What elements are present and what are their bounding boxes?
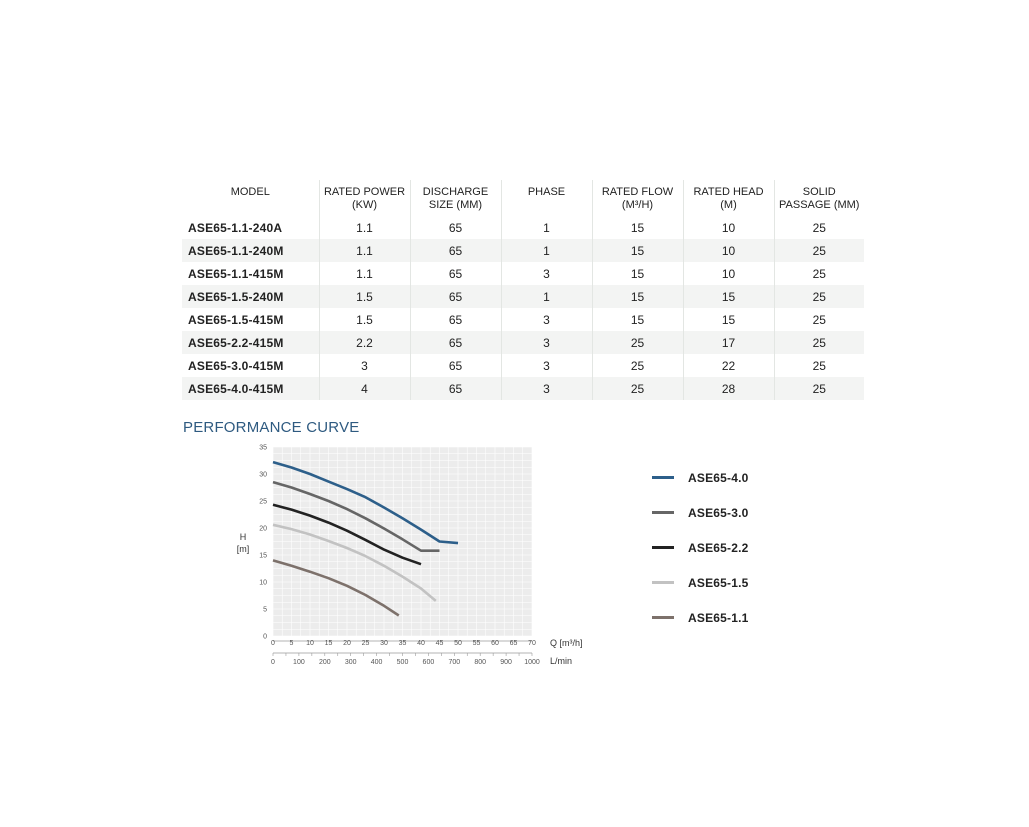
table-row bbox=[182, 216, 864, 239]
table-cell: 25 bbox=[592, 331, 683, 354]
table-cell: 65 bbox=[410, 354, 501, 377]
x2-tick-label: 0 bbox=[271, 659, 275, 666]
legend-item bbox=[652, 530, 749, 565]
table-row bbox=[182, 308, 864, 331]
y-tick-label: 10 bbox=[259, 579, 267, 587]
y-tick-label: 25 bbox=[259, 498, 267, 506]
column-header-line: RATED HEAD bbox=[693, 186, 764, 198]
table-cell: 25 bbox=[812, 220, 826, 235]
model-cell: ASE65-2.2-415M bbox=[182, 331, 319, 354]
table-row bbox=[182, 262, 864, 285]
x-tick-label: 25 bbox=[361, 640, 370, 647]
table-cell: 1.5 bbox=[319, 308, 410, 331]
x-tick-label: 40 bbox=[417, 640, 425, 647]
y-axis-label: H bbox=[239, 532, 247, 542]
column-header-line: PASSAGE (MM) bbox=[779, 199, 860, 211]
table-cell: 15 bbox=[592, 285, 683, 308]
x2-tick-label: 500 bbox=[396, 659, 409, 666]
table-cell: 1.1 bbox=[319, 262, 410, 285]
legend-label: ASE65-1.5 bbox=[688, 575, 749, 590]
legend-label: ASE65-1.1 bbox=[688, 610, 749, 625]
column-header bbox=[592, 180, 683, 216]
table-cell: 3 bbox=[319, 354, 410, 377]
legend-swatch bbox=[652, 511, 674, 514]
column-header-line: PHASE bbox=[527, 186, 566, 198]
table-cell: 65 bbox=[410, 239, 501, 262]
chart-legend bbox=[652, 460, 749, 635]
x-tick-label: 15 bbox=[324, 640, 333, 647]
table-cell: 65 bbox=[410, 331, 501, 354]
table-cell: 10 bbox=[683, 239, 774, 262]
column-header-line: (M³/H) bbox=[621, 199, 654, 211]
y-tick-label: 20 bbox=[259, 525, 267, 533]
legend-item bbox=[652, 495, 749, 530]
spec-table bbox=[182, 180, 864, 400]
column-header-line: RATED FLOW bbox=[601, 186, 674, 198]
model-cell: ASE65-3.0-415M bbox=[182, 354, 319, 377]
legend-item bbox=[652, 565, 749, 600]
table-cell: 25 bbox=[592, 354, 683, 377]
table-cell: 25 bbox=[774, 239, 864, 262]
table-cell: 3 bbox=[501, 377, 592, 400]
x-tick-label: 5 bbox=[289, 640, 294, 647]
x2-tick-label: 200 bbox=[318, 659, 331, 666]
y-tick-label: 5 bbox=[263, 606, 267, 614]
table-cell: 65 bbox=[410, 216, 501, 239]
x-tick-label: 65 bbox=[509, 640, 518, 647]
legend-item bbox=[652, 460, 749, 495]
table-cell: 1 bbox=[501, 239, 592, 262]
y-tick-label: 30 bbox=[259, 471, 267, 479]
table-cell: 65 bbox=[410, 285, 501, 308]
model-cell: ASE65-1.5-240M bbox=[182, 285, 319, 308]
column-header-line: RATED POWER bbox=[323, 186, 406, 198]
model-cell: ASE65-1.1-415M bbox=[182, 262, 319, 285]
column-header bbox=[774, 180, 864, 216]
x-tick-label: 0 bbox=[271, 640, 275, 647]
column-header-line: DISCHARGE bbox=[422, 186, 489, 198]
legend-swatch bbox=[652, 616, 674, 619]
legend-label: ASE65-4.0 bbox=[688, 470, 749, 485]
table-cell: 25 bbox=[592, 377, 683, 400]
column-header-line: SIZE (MM) bbox=[428, 199, 483, 211]
column-header-line: MODEL bbox=[230, 186, 270, 198]
table-cell: 65 bbox=[410, 262, 501, 285]
model-cell: ASE65-1.5-415M bbox=[182, 308, 319, 331]
column-header bbox=[683, 180, 774, 216]
legend-label: ASE65-2.2 bbox=[688, 540, 749, 555]
x2-axis-label: L/min bbox=[550, 656, 573, 666]
table-cell: 65 bbox=[410, 308, 501, 331]
table-cell: 15 bbox=[592, 262, 683, 285]
x-tick-label: 30 bbox=[380, 640, 388, 647]
column-header-line: SOLID bbox=[802, 186, 836, 198]
table-cell: 15 bbox=[683, 285, 774, 308]
x2-tick-label: 1000 bbox=[524, 659, 540, 666]
column-header bbox=[501, 180, 592, 216]
x-tick-label: 35 bbox=[398, 640, 407, 647]
table-cell: 1.5 bbox=[319, 285, 410, 308]
table-cell: 65 bbox=[410, 377, 501, 400]
y-tick-label: 35 bbox=[259, 444, 267, 452]
table-cell: 10 bbox=[683, 216, 774, 239]
x2-tick-label: 100 bbox=[293, 659, 305, 666]
x2-tick-label: 700 bbox=[448, 659, 461, 666]
table-cell: 25 bbox=[774, 285, 864, 308]
legend-swatch bbox=[652, 546, 674, 549]
table-row bbox=[182, 285, 864, 308]
x-tick-label: 50 bbox=[454, 640, 462, 647]
performance-chart bbox=[225, 438, 605, 674]
table-cell: 15 bbox=[592, 216, 683, 239]
table-row bbox=[182, 239, 864, 262]
x-tick-label: 45 bbox=[435, 640, 444, 647]
x2-tick-label: 300 bbox=[344, 659, 357, 666]
table-cell: 1.1 bbox=[319, 216, 410, 239]
y-tick-label: 0 bbox=[263, 633, 267, 641]
table-cell: 15 bbox=[592, 308, 683, 331]
x2-tick-label: 800 bbox=[474, 659, 487, 666]
y-axis-label: [m] bbox=[236, 544, 250, 554]
table-cell: 15 bbox=[683, 308, 774, 331]
table-cell: 3 bbox=[501, 331, 592, 354]
column-header bbox=[182, 180, 319, 216]
table-row bbox=[182, 377, 864, 400]
table-cell: 10 bbox=[683, 262, 774, 285]
table-cell: 4 bbox=[319, 377, 410, 400]
column-header bbox=[319, 180, 410, 216]
spec-table-body bbox=[182, 216, 864, 400]
x-tick-label: 60 bbox=[491, 640, 499, 647]
x2-tick-label: 900 bbox=[500, 659, 512, 666]
legend-swatch bbox=[652, 476, 674, 479]
table-cell: 3 bbox=[501, 262, 592, 285]
table-cell: 25 bbox=[812, 266, 826, 281]
legend-swatch bbox=[652, 581, 674, 584]
model-cell: ASE65-1.1-240M bbox=[182, 239, 319, 262]
column-header-line: (KW) bbox=[351, 199, 378, 211]
x2-tick-label: 600 bbox=[422, 659, 435, 666]
table-cell: 1 bbox=[501, 285, 592, 308]
table-cell: 25 bbox=[774, 331, 864, 354]
table-cell: 2.2 bbox=[319, 331, 410, 354]
model-cell: ASE65-4.0-415M bbox=[182, 377, 319, 400]
column-header bbox=[410, 180, 501, 216]
table-cell: 25 bbox=[774, 377, 864, 400]
x-tick-label: 20 bbox=[343, 640, 351, 647]
table-cell: 28 bbox=[683, 377, 774, 400]
spec-table-header bbox=[182, 180, 864, 216]
y-tick-label: 15 bbox=[259, 552, 267, 560]
table-cell: 1.1 bbox=[319, 239, 410, 262]
table-cell: 3 bbox=[501, 354, 592, 377]
table-cell: 15 bbox=[592, 239, 683, 262]
table-cell: 25 bbox=[812, 312, 826, 327]
table-cell: 25 bbox=[812, 358, 826, 373]
x-tick-label: 55 bbox=[472, 640, 481, 647]
table-cell: 3 bbox=[501, 308, 592, 331]
section-title: PERFORMANCE CURVE bbox=[183, 419, 360, 436]
table-row bbox=[182, 331, 864, 354]
table-row bbox=[182, 354, 864, 377]
x-tick-label: 10 bbox=[306, 640, 314, 647]
x-axis-label: Q [m³/h] bbox=[550, 638, 583, 648]
legend-item bbox=[652, 600, 749, 635]
table-cell: 17 bbox=[683, 331, 774, 354]
column-header-line: (M) bbox=[720, 199, 737, 211]
table-cell: 1 bbox=[501, 216, 592, 239]
x-tick-label: 70 bbox=[528, 640, 536, 647]
legend-label: ASE65-3.0 bbox=[688, 505, 749, 520]
x2-tick-label: 400 bbox=[370, 659, 383, 666]
model-cell: ASE65-1.1-240A bbox=[182, 216, 319, 239]
table-cell: 22 bbox=[683, 354, 774, 377]
